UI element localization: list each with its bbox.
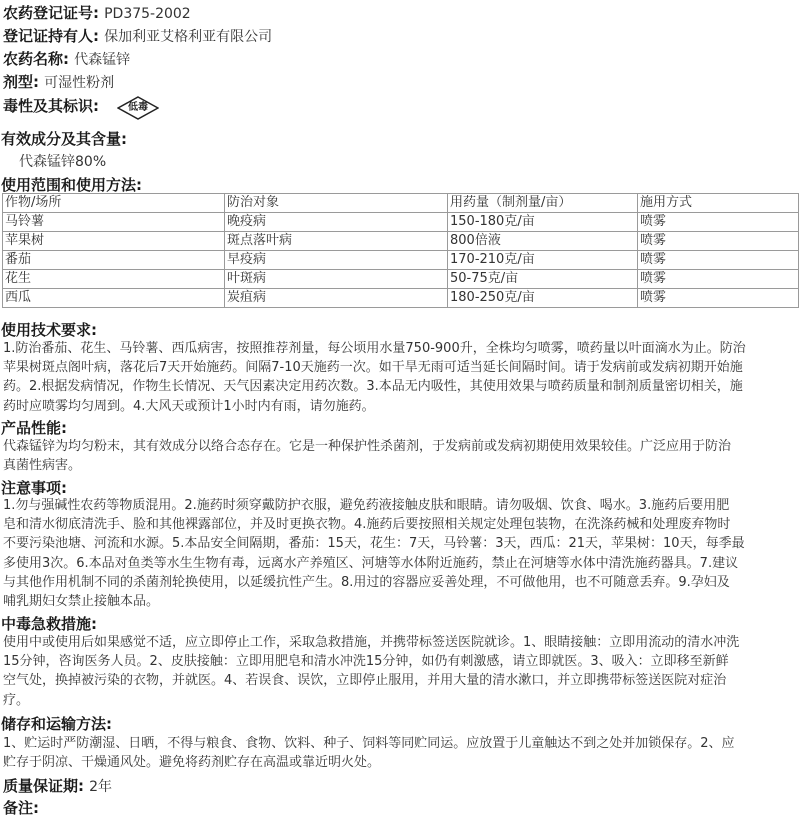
shelf-life-label: 质量保证期: bbox=[3, 777, 84, 795]
table-cell: 150-180克/亩 bbox=[448, 213, 638, 232]
table-cell: 喷雾 bbox=[638, 213, 799, 232]
form-value: 可湿性粉剂 bbox=[44, 75, 115, 91]
shelf-life-value: 2年 bbox=[89, 779, 113, 795]
remarks-row bbox=[3, 797, 39, 818]
text-line: 不要污染池塘、河流和水源。5.本品安全间隔期，番茄：15天，花生：7天，马铃薯：3天，西瓜：21天，苹果树：10天，每季最 bbox=[3, 536, 745, 552]
reg-no-row bbox=[3, 2, 191, 23]
table-cell: 喷雾 bbox=[638, 270, 799, 289]
table-cell: 50-75克/亩 bbox=[448, 270, 638, 289]
low-toxicity-badge-icon bbox=[117, 96, 159, 120]
table-cell: 马铃薯 bbox=[3, 213, 225, 232]
first-aid-text bbox=[3, 633, 795, 710]
first-aid-heading: 中毒急救措施: bbox=[1, 615, 97, 633]
table-cell: 晚疫病 bbox=[225, 213, 448, 232]
ingredients-value: 代森锰锌80% bbox=[19, 154, 107, 170]
text-line: 空气处，换掉被污染的衣物，并就医。4、若误食、误饮，立即停止服用，并用大量的清水漱口，并立即携带标签送医院对症治 bbox=[3, 673, 727, 689]
table-cell: 西瓜 bbox=[3, 289, 225, 308]
table-row bbox=[3, 213, 799, 232]
text-line: 哺乳期妇女禁止接触本品。 bbox=[3, 594, 160, 610]
holder-row bbox=[3, 25, 272, 46]
text-line: 1.防治番茄、花生、马铃薯、西瓜病害，按照推荐剂量，每公顷用水量750-900升，全株均匀喷雾，喷药量以叶面滴水为止。防治 bbox=[3, 341, 746, 356]
holder-value: 保加利亚艾格利亚有限公司 bbox=[104, 29, 273, 45]
technique-heading: 使用技术要求: bbox=[1, 321, 97, 339]
toxicity-badge-text: 低毒 bbox=[128, 102, 148, 113]
column-header: 作物/场所 bbox=[3, 194, 225, 213]
text-line: 疗。 bbox=[3, 692, 30, 708]
shelf-life-row bbox=[3, 775, 112, 796]
storage-text bbox=[3, 734, 795, 772]
column-header: 施用方式 bbox=[638, 194, 799, 213]
name-row bbox=[3, 48, 130, 69]
table-cell: 喷雾 bbox=[638, 289, 799, 308]
text-line: 使用中或使用后如果感觉不适，应立即停止工作，采取急救措施，并携带标签送医院就诊。1、眼睛接触：立即用流动的清水冲洗 bbox=[3, 635, 740, 650]
storage-heading: 储存和运输方法: bbox=[1, 715, 112, 733]
table-cell: 炭疽病 bbox=[225, 289, 448, 308]
name-label: 农药名称: bbox=[3, 50, 69, 68]
table-row bbox=[3, 289, 799, 308]
text-line: 药时应喷雾均匀周到。4.大风天或预计1小时内有雨，请勿施药。 bbox=[3, 398, 375, 414]
form-row bbox=[3, 71, 114, 92]
text-line: 真菌性病害。 bbox=[3, 458, 82, 474]
precautions-heading: 注意事项: bbox=[1, 479, 67, 497]
text-line: 皂和清水彻底清洗手、脸和其他裸露部位，并及时更换衣物。4.施药后要按照相关规定处理包装物，在洗涤药械和处理废弃物时 bbox=[3, 517, 731, 533]
text-line: 多使用3次。6.本品对鱼类等水生生物有毒，远离水产养殖区、河塘等水体附近施药，禁止在河塘等水体中清洗施药器具。7.建议 bbox=[3, 555, 739, 571]
performance-heading: 产品性能: bbox=[1, 419, 67, 437]
usage-table bbox=[2, 193, 799, 308]
ingredients-heading: 有效成分及其含量: bbox=[1, 130, 127, 148]
technique-text bbox=[3, 339, 795, 416]
table-cell: 花生 bbox=[3, 270, 225, 289]
table-cell: 番茄 bbox=[3, 251, 225, 270]
performance-text bbox=[3, 437, 795, 475]
table-header-row bbox=[3, 194, 799, 213]
reg-no-value: PD375-2002 bbox=[104, 6, 191, 22]
table-row bbox=[3, 270, 799, 289]
text-line: 贮存于阴凉、干燥通风处。避免将药剂贮存在高温或靠近明火处。 bbox=[3, 755, 381, 771]
text-line: 代森锰锌为均匀粉末，其有效成分以络合态存在。它是一种保护性杀菌剂，于发病前或发病初期使用效果较佳。广泛应用于防治 bbox=[3, 439, 732, 454]
usage-heading: 使用范围和使用方法: bbox=[1, 176, 142, 194]
remarks-label: 备注: bbox=[3, 799, 39, 817]
table-row bbox=[3, 232, 799, 251]
precautions-text bbox=[3, 496, 795, 611]
text-line: 与其他作用机制不同的杀菌剂轮换使用，以延缓抗性产生。8.用过的容器应妥善处理，不可做他用，也不可随意丢弃。9.孕妇及 bbox=[3, 574, 730, 590]
column-header: 用药量（制剂量/亩） bbox=[448, 194, 638, 213]
table-cell: 喷雾 bbox=[638, 251, 799, 270]
text-line: 药。2.根据发病情况，作物生长情况、天气因素决定用药次数。3.本品无内吸性，其使用效果与喷药质量和制剂质量密切相关，施 bbox=[3, 379, 743, 395]
toxicity-row bbox=[3, 95, 99, 116]
table-cell: 苹果树 bbox=[3, 232, 225, 251]
text-line: 15分钟，咨询医务人员。2、皮肤接触：立即用肥皂和清水冲洗15分钟，如仍有刺激感，请立即就医。3、吸入：立即移至新鲜 bbox=[3, 654, 729, 670]
table-cell: 180-250克/亩 bbox=[448, 289, 638, 308]
table-row bbox=[3, 251, 799, 270]
column-header: 防治对象 bbox=[225, 194, 448, 213]
table-cell: 喷雾 bbox=[638, 232, 799, 251]
table-cell: 斑点落叶病 bbox=[225, 232, 448, 251]
text-line: 1.勿与强碱性农药等物质混用。2.施药时须穿戴防护衣服，避免药液接触皮肤和眼睛。请勿吸烟、饮食、喝水。3.施药后要用肥 bbox=[3, 498, 730, 513]
reg-no-label: 农药登记证号: bbox=[3, 4, 99, 22]
table-cell: 早疫病 bbox=[225, 251, 448, 270]
table-cell: 170-210克/亩 bbox=[448, 251, 638, 270]
toxicity-label: 毒性及其标识: bbox=[3, 97, 99, 115]
text-line: 1、贮运时严防潮湿、日晒，不得与粮食、食物、饮料、种子、饲料等同贮同运。应放置于儿童触达不到之处并加锁保存。2、应 bbox=[3, 736, 735, 751]
form-label: 剂型: bbox=[3, 73, 39, 91]
holder-label: 登记证持有人: bbox=[3, 27, 99, 45]
table-cell: 叶斑病 bbox=[225, 270, 448, 289]
text-line: 苹果树斑点阁叶病，落花后7天开始施药。间隔7-10天施药一次。如干旱无雨可适当延长间隔时间。请于发病前或发病初期开始施 bbox=[3, 360, 743, 376]
name-value: 代森锰锌 bbox=[74, 52, 131, 68]
table-cell: 800倍液 bbox=[448, 232, 638, 251]
